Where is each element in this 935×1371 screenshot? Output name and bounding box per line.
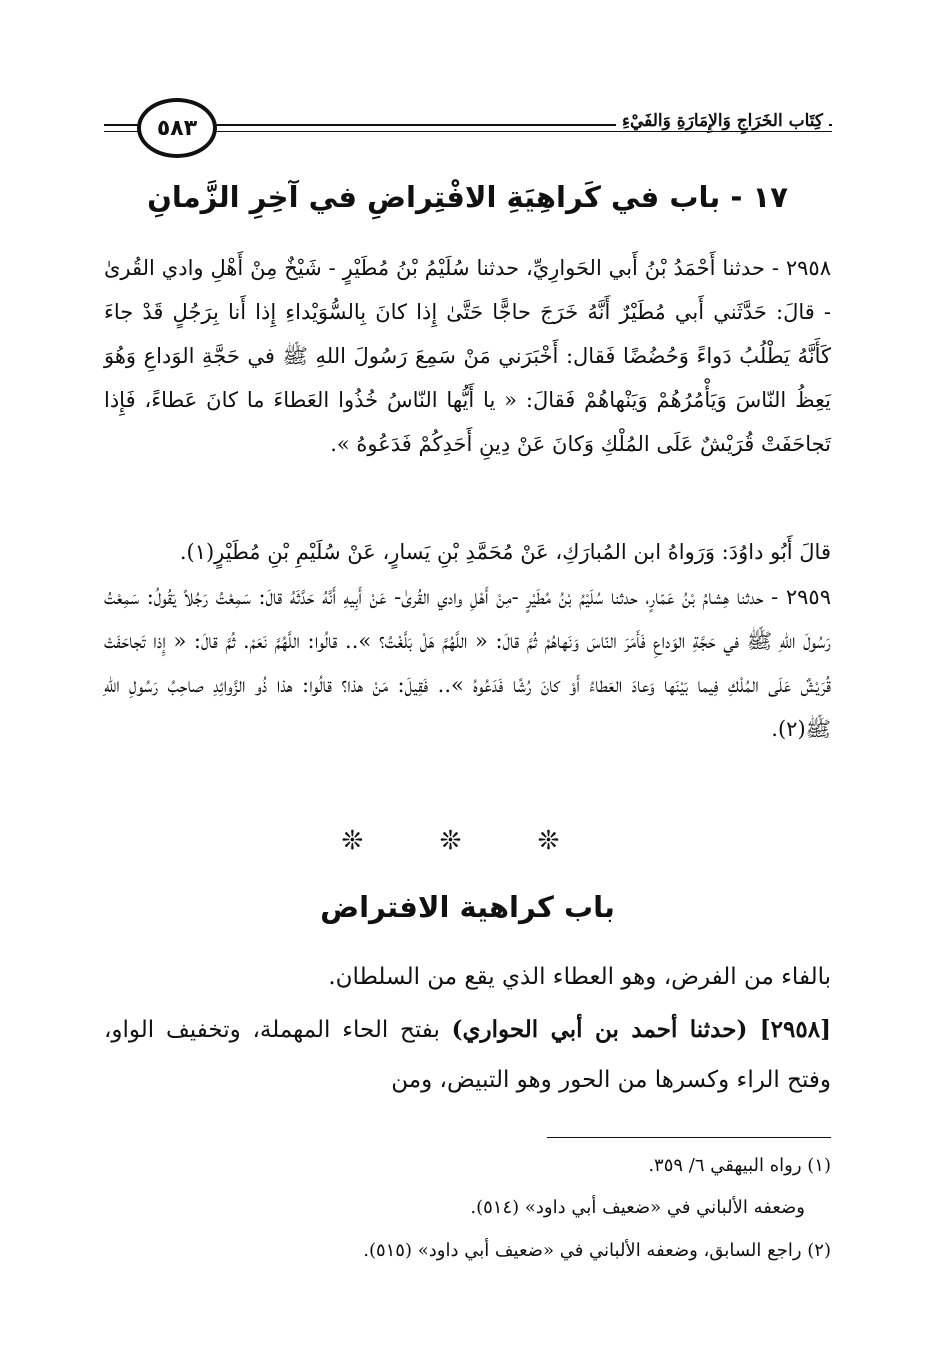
commentary-reference: [٢٩٥٨] (حدثنا أحمد بن أبي الحواري) — [451, 1016, 831, 1043]
page-number-badge — [137, 98, 217, 158]
footnote-1: (١) رواه البيهقي ٦/ ٣٥٩. — [648, 1155, 831, 1176]
page-number: ٥٨٣ — [156, 115, 198, 141]
abu-dawud-note: قالَ أَبُو داوُدَ: وَرَواهُ ابن المُبارَكِ، عَنْ مُحَمَّدِ بْنِ يَسارٍ، عَنْ سُلَيْمِ بْنِ مُطَيْرٍ(١). — [179, 540, 831, 564]
hadith-2959: ٢٩٥٩ - حدثنا هِشامُ بْنُ عَمّارٍ، حدثنا سُلَيْمُ بْنُ مُطَيْرٍ -مِنْ أَهْلِ وادي القُرىٰ- عَنْ أَبِيهِ أَنَّهُ حَدَّثَهُ قالَ: سَمِعْتُ رَجُلاً يَقُولُ: سَمِعْتُ رَسُولَ اللهِ ﷺ في حَجَّةِ الوَداعِ فَأَمَرَ النّاسَ وَنَهاهُمْ ثُمَّ قالَ: « اللَّهُمَّ هَلْ بَلَّغْتُ؟ ».. قالُوا: اللَّهُمَّ نَعَمْ. ثُمَّ قالَ: « إِذا تَجاحَفَتْ قُرَيْشٌ عَلَى المُلْكِ فِيما بَيْنَها وَعادَ العَطاءُ أَوْ كانَ رُشًا فَدَعُوهُ ».. فَقِيلَ: مَنْ هذا؟ قالُوا: هذا ذُو الزَّوائِدِ صاحِبُ رَسُولِ اللهِ ﷺ(٢). — [104, 585, 831, 741]
commentary-text: بفتح الحاء المهملة، وتخفيف الواو، وفتح الراء وكسرها من الحور وهو التبيض، ومن — [104, 1017, 831, 1093]
footnote-2: (٢) راجع السابق، وضعفه الألباني في «ضعيف أبي داود» (٥١٥). — [363, 1240, 831, 1261]
running-header-title: كِتَاب الخَرَاجِ وَالإِمَارَةِ وَالفَيْءِ — [616, 111, 829, 131]
hadith-2958: ٢٩٥٨ - حدثنا أَحْمَدُ بْنُ أَبي الحَوارِيِّ، حدثنا سُلَيْمُ بْنُ مُطَيْرٍ - شَيْخٌ مِنْ أَهْلِ وادي القُرىٰ - قالَ: حَدَّثَني أَبي مُطَيْرٌ أَنَّهُ خَرَجَ حاجًّا حَتَّىٰ إِذا كانَ بِالسُّوَيْداءِ إِذا أَنا بِرَجُلٍ قَدْ جاءَ كَأَنَّهُ يَطْلُبُ دَواءً وَحُضُضًا فَقال: أَخْبَرَني مَنْ سَمِعَ رَسُولَ اللهِ ﷺ في حَجَّةِ الوَداعِ وَهُوَ يَعِظُ النّاسَ وَيَأْمُرُهُمْ وَيَنْهاهُمْ فَقالَ: « يا أَيُّها النّاسُ خُذُوا العَطاءَ ما كانَ عَطاءً، فَإِذا تَجاحَفَتْ قُرَيْشٌ عَلَى المُلْكِ وَكانَ عَنْ دِينِ أَحَدِكُمْ فَدَعُوهُ ». — [104, 256, 831, 456]
commentary-paragraph-1: بالفاء من الفرض، وهو العطاء الذي يقع من السلطان. — [328, 964, 831, 990]
footnote-1-continuation: وضعفه الألباني في «ضعيف أبي داود» (٥١٤). — [470, 1197, 805, 1218]
footnote-rule — [547, 1137, 831, 1138]
commentary-paragraph-2 — [104, 1005, 831, 1105]
section-title: باب كراهية الافتراض — [320, 890, 615, 924]
header-rule-right-bottom — [212, 131, 832, 132]
chapter-title: ١٧ - باب في كَراهِيَةِ الافْتِراضِ في آخِرِ الزَّمانِ — [147, 180, 788, 214]
section-separator: ❊ ❊ ❊ — [341, 826, 594, 856]
